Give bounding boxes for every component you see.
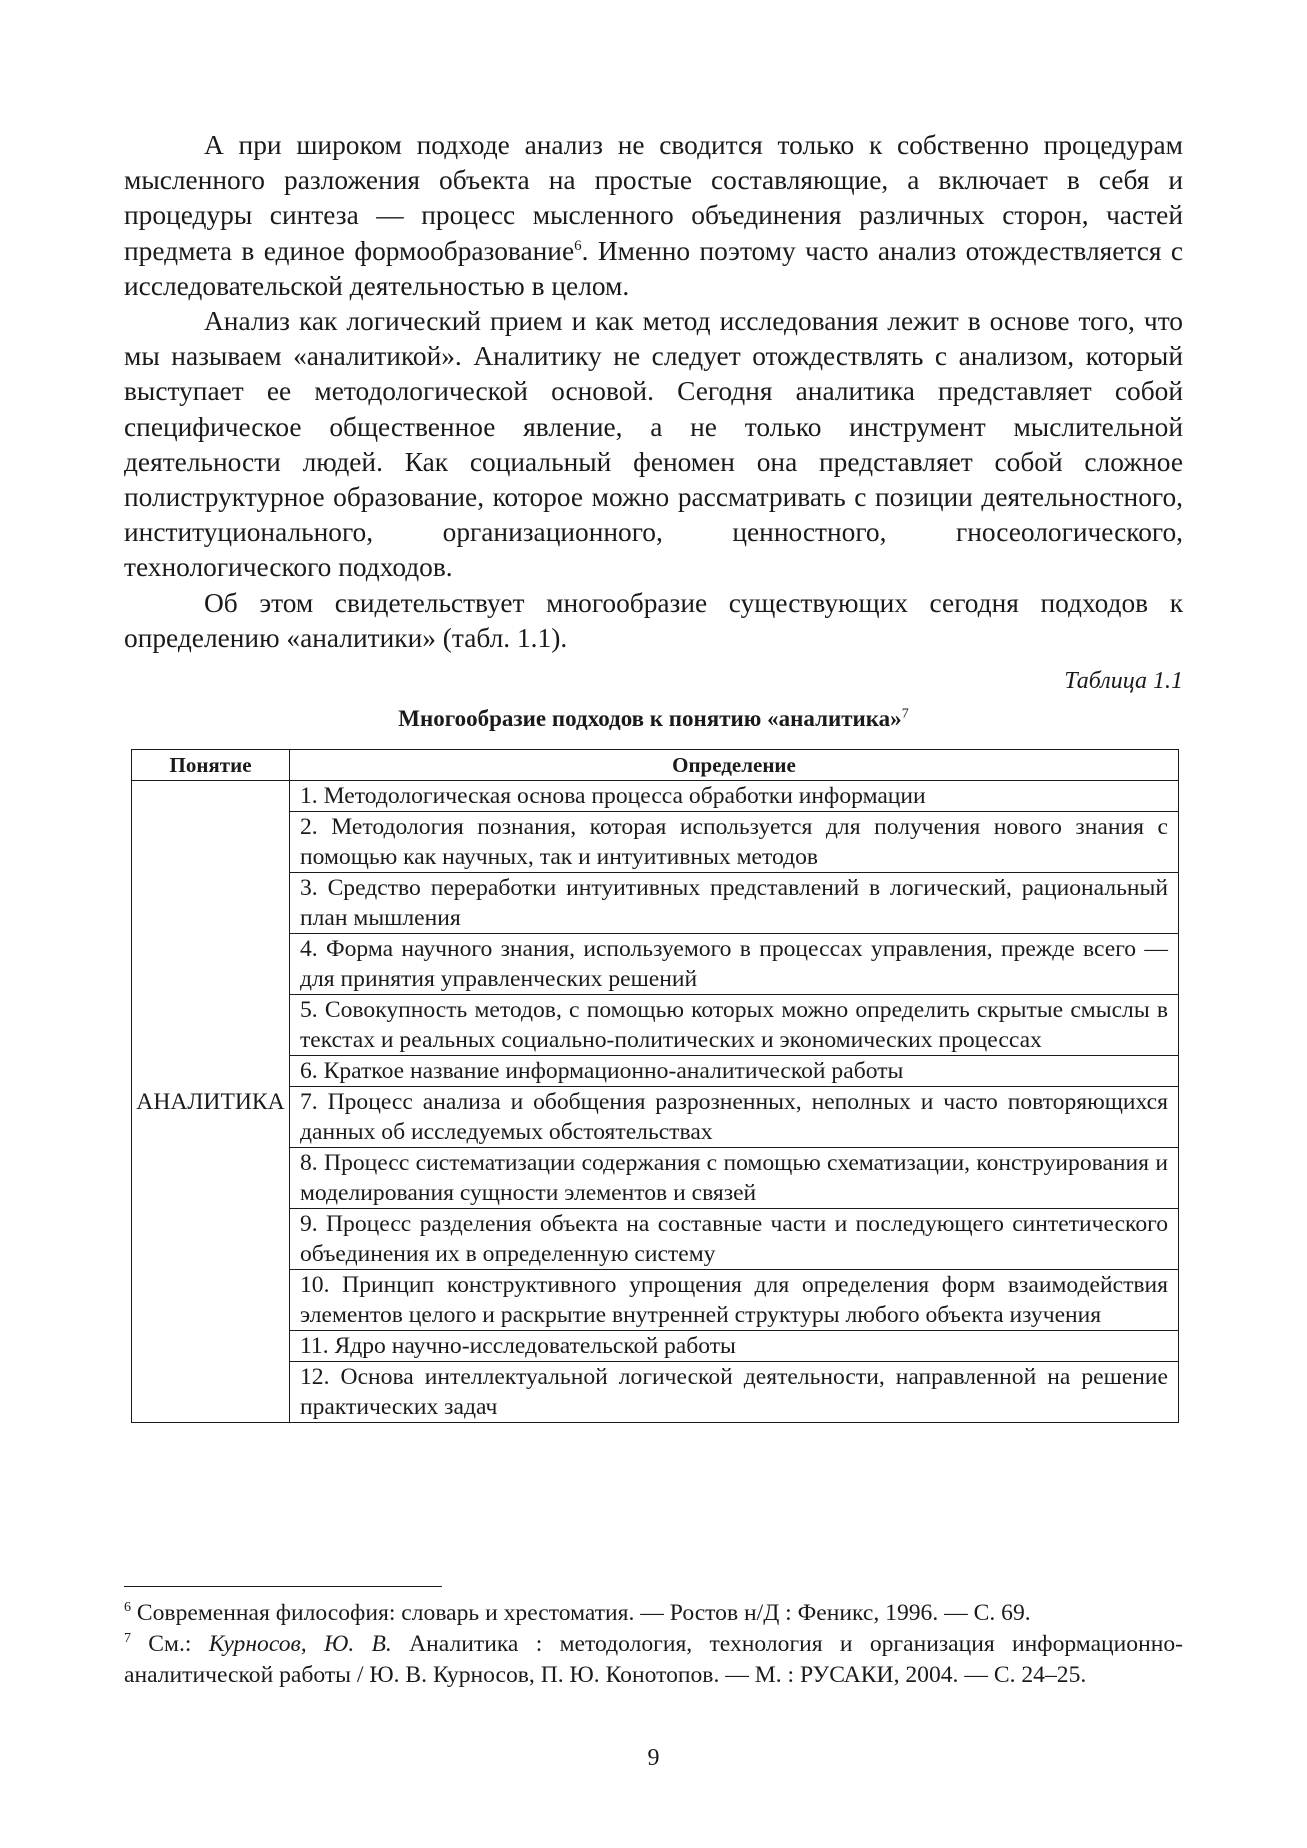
footnote-7-author: Курносов, Ю. В. bbox=[208, 1631, 392, 1657]
definition-cell: 2. Методология познания, которая используется для получения нового знания с помощью как научных, так и интуитивных методов bbox=[290, 812, 1179, 873]
footnote-ref-7[interactable]: 7 bbox=[901, 706, 909, 722]
definition-cell: 10. Принцип конструктивного упрощения для определения форм взаимодействия элементов целого и раскрытие внутренней структуры любого объекта изучения bbox=[290, 1270, 1179, 1331]
header-concept: Понятие bbox=[132, 750, 290, 781]
table-row bbox=[132, 873, 1179, 934]
table-row bbox=[132, 1087, 1179, 1148]
header-definition: Определение bbox=[290, 750, 1179, 781]
table-title bbox=[124, 706, 1183, 732]
paragraph-1 bbox=[124, 128, 1183, 304]
concept-cell: АНАЛИТИКА bbox=[132, 781, 290, 1423]
footnote-7-text: Аналитика : методология, технология и организация информационно-аналитической работы / Ю. В. Курносов, П. Ю. Конотопов. — М. : РУСАКИ, 2004. — С. 24–25. bbox=[124, 1631, 1184, 1688]
definition-cell: 11. Ядро научно-исследовательской работы bbox=[290, 1331, 1179, 1362]
definition-cell: 3. Средство переработки интуитивных представлений в логический, рациональный план мышления bbox=[290, 873, 1179, 934]
paragraph-1-text-end: . Именно поэтому часто анализ отождествляется с исследовательской деятельностью в целом. bbox=[124, 235, 1183, 301]
definition-cell: 4. Форма научного знания, используемого в процессах управления, прежде всего — для принятия управленческих решений bbox=[290, 934, 1179, 995]
table-label: Таблица 1.1 bbox=[1064, 668, 1183, 694]
table-header-row bbox=[132, 750, 1179, 781]
paragraph-2-text: Анализ как логический прием и как метод исследования лежит в основе того, что мы называем «аналитикой». Аналитику не следует отождествлять с анализом, который выступает ее методологической основой. Сегодня аналитика представляет собой специфическое общественное явление, а не только инструмент мыслительной деятельности людей. Как социальный феномен она представляет собой сложное полиструктурное образование, которое можно рассматривать с позиции деятельностного, институционального, организационного, ценностного, гносеологического, технологического подходов. bbox=[124, 306, 1183, 583]
table-row bbox=[132, 995, 1179, 1056]
table-title-text: Многообразие подходов к понятию «аналитика» bbox=[398, 706, 902, 731]
table-row bbox=[132, 812, 1179, 873]
table-row bbox=[132, 934, 1179, 995]
footnote-6-mark: 6 bbox=[124, 1600, 131, 1616]
footnote-ref-6[interactable]: 6 bbox=[574, 237, 582, 254]
table-row bbox=[132, 1331, 1179, 1362]
definition-cell: 8. Процесс систематизации содержания с помощью схематизации, конструирования и моделирования сущности элементов и связей bbox=[290, 1148, 1179, 1209]
table-row bbox=[132, 1270, 1179, 1331]
definition-cell: 12. Основа интеллектуальной логической деятельности, направленной на решение практических задач bbox=[290, 1362, 1179, 1423]
table-row bbox=[132, 1056, 1179, 1087]
footnote-7-prefix: См.: bbox=[131, 1631, 209, 1657]
paragraph-3-text: Об этом свидетельствует многообразие существующих сегодня подходов к определению «аналитики» (табл. 1.1). bbox=[124, 587, 1183, 653]
definition-cell: 9. Процесс разделения объекта на составные части и последующего синтетического объединения их в определенную систему bbox=[290, 1209, 1179, 1270]
definition-cell: 5. Совокупность методов, с помощью которых можно определить скрытые смыслы в текстах и реальных социально-политических и экономических процессах bbox=[290, 995, 1179, 1056]
page-number: 9 bbox=[647, 1745, 660, 1771]
paragraph-3 bbox=[124, 586, 1183, 656]
footnote-7-mark: 7 bbox=[124, 1631, 131, 1647]
table-row bbox=[132, 1148, 1179, 1209]
table-row bbox=[132, 1362, 1179, 1423]
footnote-6-text: Современная философия: словарь и хрестоматия. — Ростов н/Д : Феникс, 1996. — С. 69. bbox=[131, 1600, 1031, 1626]
definitions-table bbox=[131, 749, 1179, 1423]
table-row bbox=[132, 1209, 1179, 1270]
definition-cell: 1. Методологическая основа процесса обработки информации bbox=[290, 781, 1179, 812]
definition-cell: 6. Краткое название информационно-аналитической работы bbox=[290, 1056, 1179, 1087]
table-row bbox=[132, 781, 1179, 812]
definition-cell: 7. Процесс анализа и обобщения разрозненных, неполных и часто повторяющихся данных об исследуемых обстоятельствах bbox=[290, 1087, 1179, 1148]
paragraph-2 bbox=[124, 304, 1183, 586]
footnotes bbox=[124, 1598, 1183, 1691]
body-text bbox=[124, 128, 1183, 656]
footnote-7 bbox=[124, 1629, 1183, 1691]
footnote-separator bbox=[124, 1586, 442, 1587]
paragraph-1-text: А при широком подходе анализ не сводится только к собственно процедурам мысленного разложения объекта на простые составляющие, а включает в себя и процедуры синтеза — процесс мысленного объединения различных сторон, частей предмета в единое формообразование bbox=[124, 130, 1183, 266]
footnote-6 bbox=[124, 1598, 1183, 1629]
